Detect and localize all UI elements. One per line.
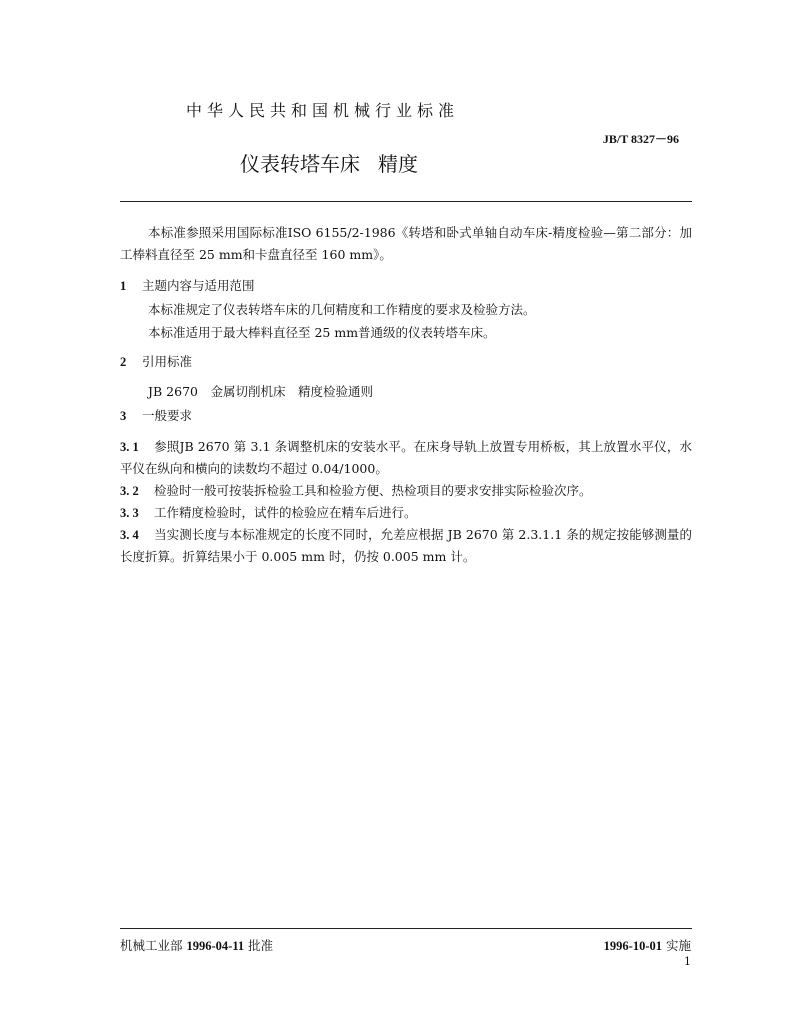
- clause-3-2-text: 检验时一般可按装拆检验工具和检验方便、热检项目的要求安排实际检验次序。: [154, 483, 592, 498]
- implementation-statement: [604, 936, 691, 954]
- standard-number: JB/T 8327－96: [602, 132, 679, 146]
- clause-3-2: [120, 480, 692, 502]
- clause-3-2-number: 3. 2: [120, 484, 139, 498]
- clause-3-1-text: 参照JB 2670 第 3.1 条调整机床的安装水平。在床身导轨上放置专用桥板，其上放置水平仪，水平仪在纵向和横向的读数均不超过 0.04/1000。: [120, 439, 692, 476]
- approval-statement: [120, 936, 273, 954]
- issuing-authority-heading: 中华人民共和国机械行业标准: [186, 101, 460, 120]
- document-title: [240, 148, 418, 177]
- clause-3-3: [120, 502, 692, 524]
- implementation-date: 1996-10-01: [603, 939, 662, 953]
- section-2-heading: [120, 352, 192, 370]
- title-main: 仪表转塔车床: [240, 152, 360, 176]
- title-sub: 精度: [378, 152, 418, 176]
- intro-paragraph: 本标准参照采用国际标准ISO 6155/2-1986《转塔和卧式单轴自动车床-精度检验—第二部分：加工棒料直径至 25 mm和卡盘直径至 160 mm》。: [120, 225, 692, 262]
- section-2-number: 2: [120, 355, 127, 369]
- clause-3-3-text: 工作精度检验时，试件的检验应在精车后进行。: [154, 505, 417, 520]
- page-number: 1: [684, 955, 691, 968]
- section-1-number: 1: [120, 279, 127, 293]
- clause-3-1: [120, 436, 692, 480]
- header-divider: [120, 201, 692, 202]
- section-3-title: 一般要求: [142, 408, 193, 423]
- section-1-title: 主题内容与适用范围: [142, 278, 255, 293]
- clause-3-1-number: 3. 1: [120, 440, 139, 454]
- section-1-heading: [120, 276, 255, 294]
- implementation-label: 实施: [665, 938, 691, 953]
- clause-3-4: [120, 524, 692, 568]
- clause-3-3-number: 3. 3: [120, 506, 139, 520]
- approval-date: 1996-04-11: [186, 939, 245, 953]
- section-1-paragraph-1: 本标准规定了仪表转塔车床的几何精度和工作精度的要求及检验方法。: [148, 302, 536, 317]
- section-1-paragraph-2: 本标准适用于最大棒料直径至 25 mm普通级的仪表转塔车床。: [148, 325, 496, 340]
- approval-label: 批准: [248, 938, 274, 953]
- section-2-title: 引用标准: [142, 354, 193, 369]
- issuer: 机械工业部: [120, 938, 183, 953]
- section-3-heading: [120, 406, 192, 424]
- section-3-number: 3: [120, 409, 127, 423]
- clause-3-4-number: 3. 4: [120, 528, 139, 542]
- footer-divider: [120, 928, 692, 929]
- clause-3-4-text: 当实测长度与本标准规定的长度不同时，允差应根据 JB 2670 第 2.3.1.1 条的规定按能够测量的长度折算。折算结果小于 0.005 mm 时，仍按 0.005 mm 计。: [120, 527, 692, 564]
- reference-standard: JB 2670 金属切削机床 精度检验通则: [148, 384, 373, 399]
